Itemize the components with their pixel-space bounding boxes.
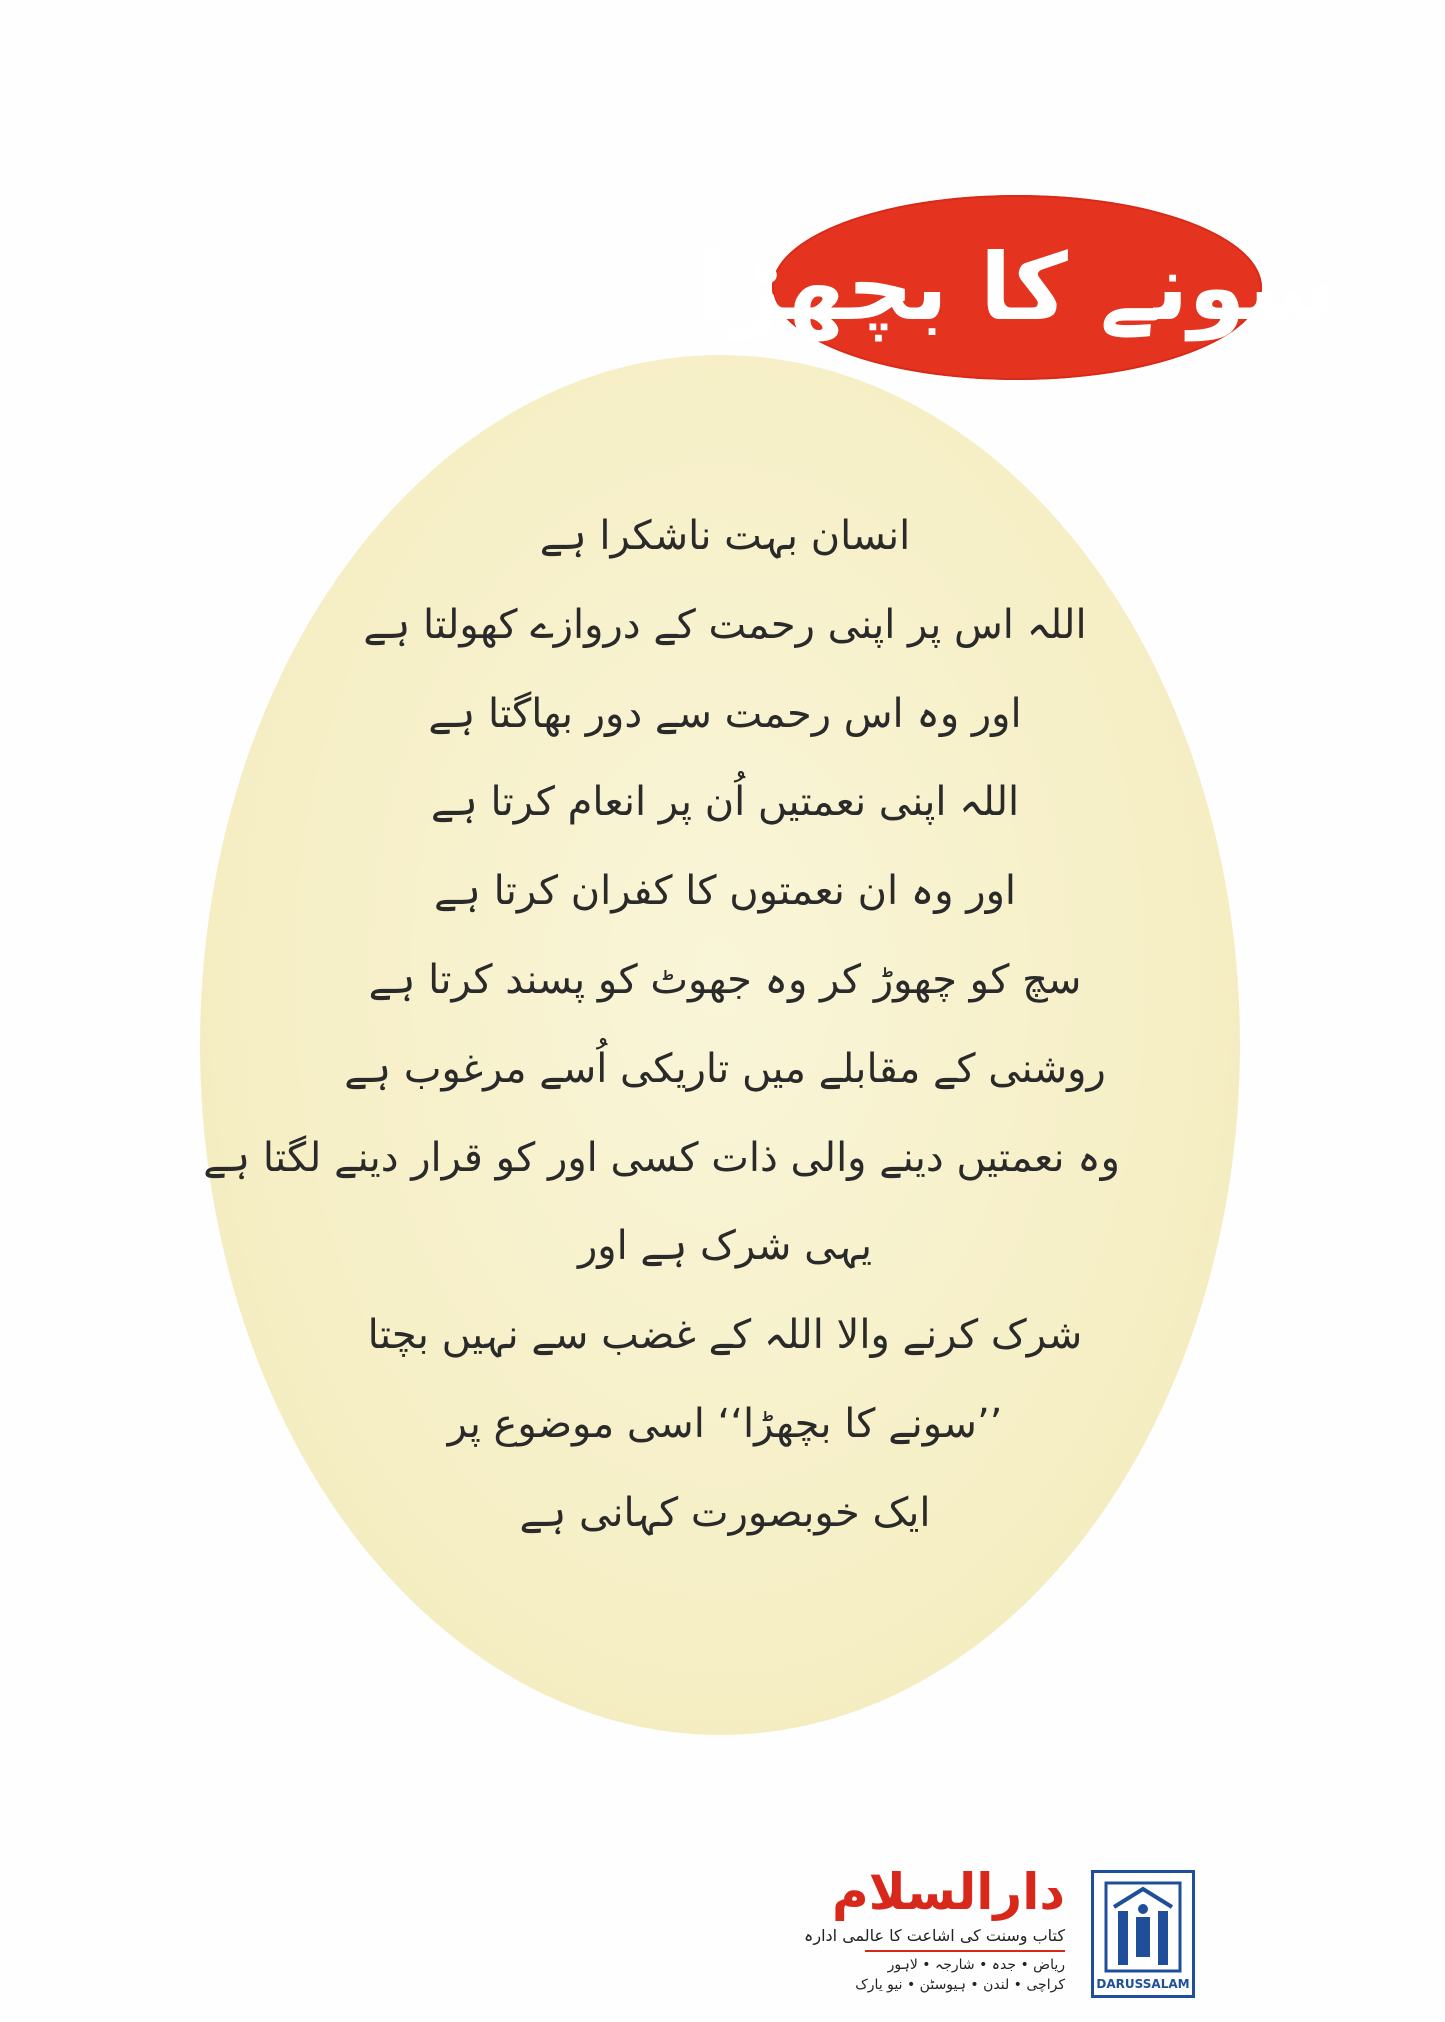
- publisher-divider: [865, 1950, 1065, 1952]
- poem-text: [203, 492, 1120, 1558]
- darussalam-logo-icon: [1091, 1870, 1195, 1998]
- poem-line: شرک کرنے والا اللہ کے غضب سے نہیں بچتا: [367, 1312, 1083, 1359]
- logo-emblem-icon: [1094, 1873, 1192, 1977]
- title-badge: [697, 195, 1337, 380]
- poem-line: اللہ اس پر اپنی رحمت کے دروازے کھولتا ہے: [363, 601, 1087, 648]
- publisher-cities-line-2: کراچی • لندن • ہیوسٹن • نیو یارک: [855, 1977, 1065, 1993]
- poem-line: روشنی کے مقابلے میں تاریکی اُسے مرغوب ہے: [344, 1045, 1106, 1092]
- poem-line: وہ نعمتیں دینے والی ذات کسی اور کو قرار دینے لگتا ہے: [203, 1134, 1120, 1181]
- poem-line: ایک خوبصورت کہانی ہے: [519, 1489, 931, 1536]
- poem-line: اللہ اپنی نعمتیں اُن پر انعام کرتا ہے: [430, 779, 1020, 826]
- poem-line: انسان بہت ناشکرا ہے: [539, 513, 911, 559]
- poem-line: اور وہ ان نعمتوں کا کفران کرتا ہے: [433, 868, 1017, 915]
- poem-line: اور وہ اس رحمت سے دور بھاگتا ہے: [428, 690, 1022, 737]
- publisher-block: [795, 1862, 1215, 2002]
- publisher-cities-line-1: ریاض • جدہ • شارجہ • لاہور: [887, 1957, 1065, 1973]
- poem-line: ’’سونے کا بچھڑا‘‘ اسی موضوع پر: [447, 1400, 1003, 1447]
- logo-label: DARUSSALAM: [1096, 1977, 1190, 1991]
- publisher-name: دارالسلام: [832, 1863, 1065, 1921]
- book-title: سونے کا بچھڑا: [697, 233, 1337, 341]
- poem-line: یہی شرک ہے اور: [577, 1223, 873, 1270]
- publisher-tagline: کتاب وسنت کی اشاعت کا عالمی ادارہ: [804, 1926, 1065, 1945]
- poem-line: سچ کو چھوڑ کر وہ جھوٹ کو پسند کرتا ہے: [368, 956, 1082, 1003]
